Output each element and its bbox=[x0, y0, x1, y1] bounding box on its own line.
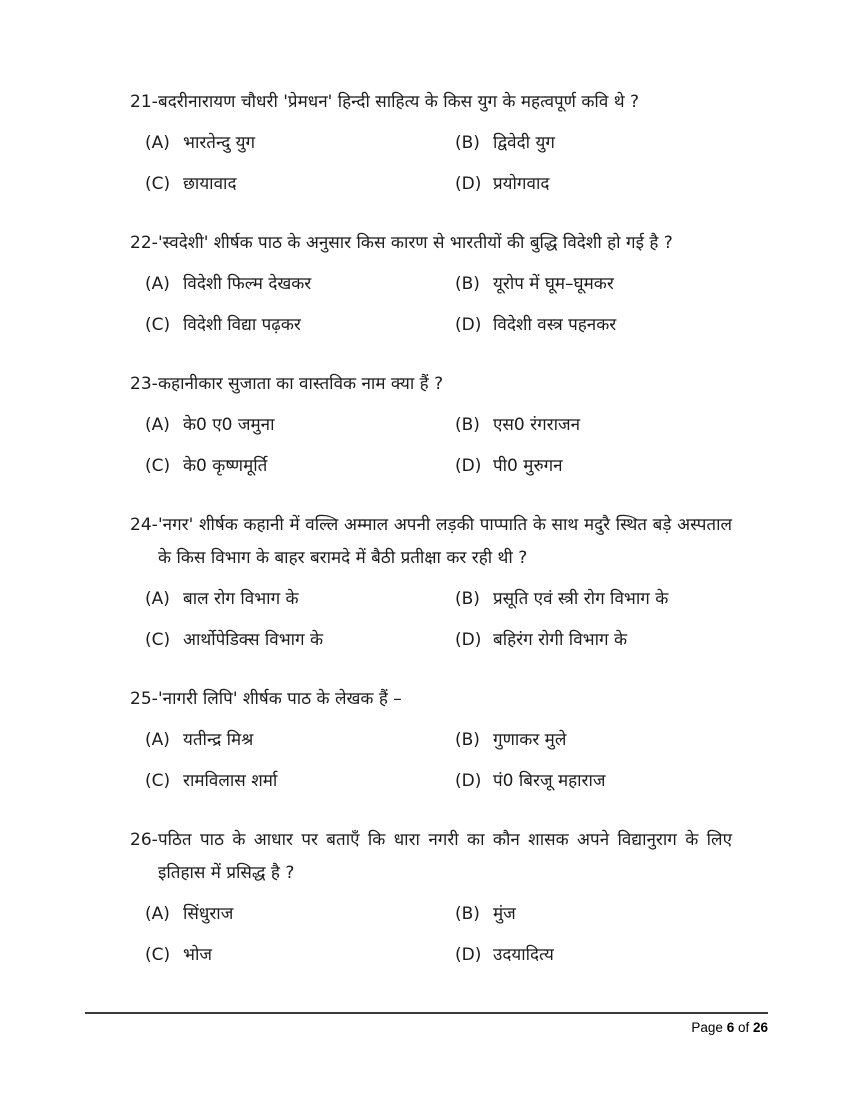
option-label: (A) bbox=[145, 133, 170, 153]
question-options bbox=[130, 268, 732, 342]
question-heading bbox=[130, 368, 732, 401]
option-label: (A) bbox=[145, 730, 170, 750]
option-label: (C) bbox=[145, 174, 171, 194]
question-options bbox=[130, 583, 732, 657]
option-text: मुंज bbox=[493, 904, 516, 924]
option-a bbox=[145, 898, 455, 931]
page-indicator-separator: of bbox=[734, 1020, 753, 1035]
option-text: विदेशी वस्त्र पहनकर bbox=[493, 315, 617, 335]
option-a bbox=[145, 127, 455, 160]
option-text: यूरोप में घूम–घूमकर bbox=[493, 274, 614, 294]
option-text: भोज bbox=[183, 945, 212, 965]
option-text: विदेशी विद्या पढ़कर bbox=[183, 315, 301, 335]
question-number: 26- bbox=[130, 830, 158, 850]
question-heading bbox=[130, 824, 732, 890]
option-text: भारतेन्दु युग bbox=[183, 133, 256, 153]
option-a bbox=[145, 724, 455, 757]
option-label: (D) bbox=[455, 630, 482, 650]
option-label: (D) bbox=[455, 945, 482, 965]
option-d bbox=[455, 765, 732, 798]
option-b bbox=[455, 268, 732, 301]
option-text: पी0 मुरुगन bbox=[493, 456, 563, 476]
question-text: 'नगर' शीर्षक कहानी में वल्लि अम्माल अपनी लड़की पाप्पाति के साथ मदुरै स्थित बड़े अस्पताल के किस विभाग के बाहर बरामदे में बैठी प्रतीक्षा कर रही थी ? bbox=[158, 515, 732, 568]
option-c bbox=[145, 450, 455, 483]
option-label: (B) bbox=[455, 904, 480, 924]
option-c bbox=[145, 765, 455, 798]
option-label: (B) bbox=[455, 589, 480, 609]
option-b bbox=[455, 583, 732, 616]
option-label: (B) bbox=[455, 415, 480, 435]
question-options bbox=[130, 724, 732, 798]
question-options bbox=[130, 898, 732, 972]
option-label: (D) bbox=[455, 771, 482, 791]
option-text: यतीन्द्र मिश्र bbox=[183, 730, 254, 750]
question-text: पठित पाठ के आधार पर बताएँ कि धारा नगरी का कौन शासक अपने विद्यानुराग के लिए इतिहास में प्रसिद्ध है ? bbox=[158, 830, 732, 883]
option-text: विदेशी फिल्म देखकर bbox=[183, 274, 312, 294]
question-heading bbox=[130, 227, 732, 260]
page-indicator-total: 26 bbox=[752, 1020, 768, 1035]
option-label: (B) bbox=[455, 274, 480, 294]
question-options bbox=[130, 127, 732, 201]
option-d bbox=[455, 939, 732, 972]
option-b bbox=[455, 127, 732, 160]
question-heading bbox=[130, 509, 732, 575]
option-label: (A) bbox=[145, 274, 170, 294]
question-text: कहानीकार सुजाता का वास्तविक नाम क्या हैं ? bbox=[158, 374, 444, 394]
option-d bbox=[455, 309, 732, 342]
option-label: (C) bbox=[145, 315, 171, 335]
option-text: गुणाकर मुले bbox=[493, 730, 567, 750]
option-d bbox=[455, 450, 732, 483]
option-label: (A) bbox=[145, 904, 170, 924]
question-25 bbox=[130, 683, 732, 798]
option-label: (B) bbox=[455, 730, 480, 750]
option-text: के0 कृष्णमूर्ति bbox=[183, 456, 268, 476]
option-d bbox=[455, 624, 732, 657]
option-a bbox=[145, 583, 455, 616]
question-24 bbox=[130, 509, 732, 657]
option-text: बहिरंग रोगी विभाग के bbox=[493, 630, 628, 650]
option-text: रामविलास शर्मा bbox=[183, 771, 278, 791]
page-indicator-number: 6 bbox=[726, 1020, 735, 1035]
option-b bbox=[455, 409, 732, 442]
page-footer bbox=[85, 1012, 768, 1035]
option-label: (D) bbox=[455, 456, 482, 476]
question-number: 23- bbox=[130, 374, 158, 394]
option-b bbox=[455, 898, 732, 931]
question-text: बदरीनारायण चौधरी 'प्रेमधन' हिन्दी साहित्य के किस युग के महत्वपूर्ण कवि थे ? bbox=[158, 92, 639, 112]
question-text: 'स्वदेशी' शीर्षक पाठ के अनुसार किस कारण से भारतीयों की बुद्धि विदेशी हो गई है ? bbox=[158, 233, 673, 253]
question-list bbox=[130, 86, 732, 998]
option-c bbox=[145, 168, 455, 201]
question-26 bbox=[130, 824, 732, 972]
question-number: 22- bbox=[130, 233, 158, 253]
option-d bbox=[455, 168, 732, 201]
question-text: 'नागरी लिपि' शीर्षक पाठ के लेखक हैं – bbox=[158, 689, 402, 709]
option-text: प्रयोगवाद bbox=[493, 174, 550, 194]
option-c bbox=[145, 624, 455, 657]
option-a bbox=[145, 268, 455, 301]
option-c bbox=[145, 309, 455, 342]
option-text: द्विवेदी युग bbox=[493, 133, 555, 153]
question-23 bbox=[130, 368, 732, 483]
page-indicator bbox=[85, 1014, 768, 1035]
option-label: (C) bbox=[145, 945, 171, 965]
question-number: 24- bbox=[130, 515, 158, 535]
question-options bbox=[130, 409, 732, 483]
question-number: 25- bbox=[130, 689, 158, 709]
option-text: छायावाद bbox=[183, 174, 237, 194]
page-indicator-prefix: Page bbox=[691, 1020, 727, 1035]
option-label: (A) bbox=[145, 415, 170, 435]
option-text: उदयादित्य bbox=[493, 945, 554, 965]
question-21 bbox=[130, 86, 732, 201]
option-label: (C) bbox=[145, 630, 171, 650]
option-text: एस0 रंगराजन bbox=[493, 415, 581, 435]
option-text: सिंधुराज bbox=[183, 904, 234, 924]
option-a bbox=[145, 409, 455, 442]
question-heading bbox=[130, 86, 732, 119]
option-label: (C) bbox=[145, 456, 171, 476]
option-c bbox=[145, 939, 455, 972]
question-heading bbox=[130, 683, 732, 716]
option-label: (B) bbox=[455, 133, 480, 153]
option-label: (A) bbox=[145, 589, 170, 609]
option-text: प्रसूति एवं स्त्री रोग विभाग के bbox=[493, 589, 669, 609]
option-text: आर्थोपेडिक्स विभाग के bbox=[183, 630, 324, 650]
option-label: (D) bbox=[455, 174, 482, 194]
option-text: पं0 बिरजू महाराज bbox=[493, 771, 606, 791]
question-number: 21- bbox=[130, 92, 158, 112]
option-text: के0 ए0 जमुना bbox=[183, 415, 275, 435]
option-label: (D) bbox=[455, 315, 482, 335]
option-label: (C) bbox=[145, 771, 171, 791]
question-22 bbox=[130, 227, 732, 342]
option-b bbox=[455, 724, 732, 757]
option-text: बाल रोग विभाग के bbox=[183, 589, 299, 609]
